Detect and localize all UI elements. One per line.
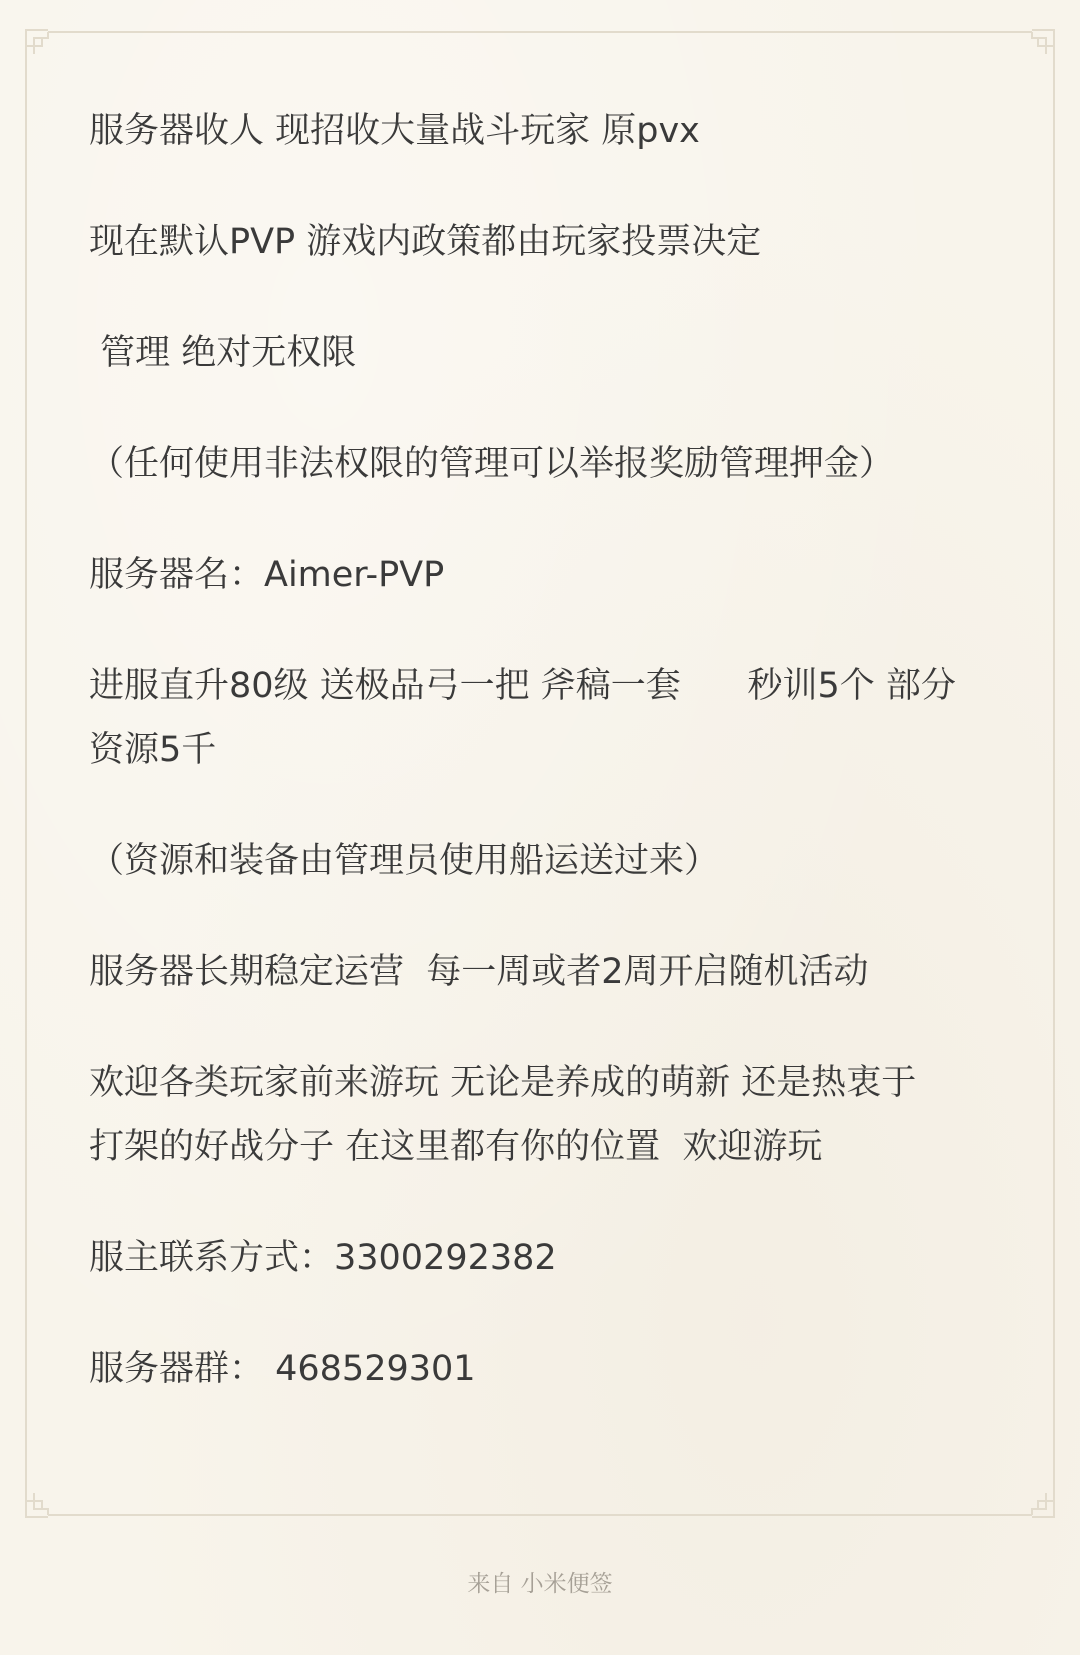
note-line: （资源和装备由管理员使用船运送过来） <box>89 841 720 881</box>
note-paragraph <box>89 829 1049 893</box>
note-line: 打架的好战分子 在这里都有你的位置 欢迎游玩 <box>89 1127 823 1167</box>
corner-ornament-bottom-left <box>26 1493 48 1517</box>
note-content <box>89 99 1049 1448</box>
note-line: 服务器长期稳定运营 每一周或者2周开启随机活动 <box>89 952 869 992</box>
note-line: 现在默认PVP 游戏内政策都由玩家投票决定 <box>89 222 762 262</box>
corner-ornament-top-right <box>1032 30 1054 54</box>
note-line: 欢迎各类玩家前来游玩 无论是养成的萌新 还是热衷于 <box>89 1063 917 1103</box>
note-line: 管理 绝对无权限 <box>89 333 357 373</box>
note-line: 服务器名：Aimer-PVP <box>89 555 445 595</box>
note-paragraph <box>89 654 1049 782</box>
note-line: （任何使用非法权限的管理可以举报奖励管理押金） <box>89 444 895 484</box>
note-line: 服主联系方式：3300292382 <box>89 1238 557 1278</box>
corner-ornament-top-left <box>26 30 48 54</box>
note-paragraph <box>89 940 1049 1004</box>
note-paragraph <box>89 321 1049 385</box>
note-paragraph <box>89 432 1049 496</box>
note-line: 进服直升80级 送极品弓一把 斧稿一套 秒训5个 部分 <box>89 666 956 706</box>
note-paragraph <box>89 210 1049 274</box>
note-paragraph <box>89 1051 1049 1179</box>
note-paragraph <box>89 1226 1049 1290</box>
note-paragraph <box>89 99 1049 163</box>
note-line: 服务器群： 468529301 <box>89 1349 476 1389</box>
note-line: 服务器收人 现招收大量战斗玩家 原pvx <box>89 111 700 151</box>
note-line: 资源5千 <box>89 730 217 770</box>
note-paragraph <box>89 1337 1049 1401</box>
source-footer: 来自 小米便签 <box>467 1571 613 1597</box>
note-paragraph <box>89 543 1049 607</box>
corner-ornament-bottom-right <box>1032 1493 1054 1517</box>
